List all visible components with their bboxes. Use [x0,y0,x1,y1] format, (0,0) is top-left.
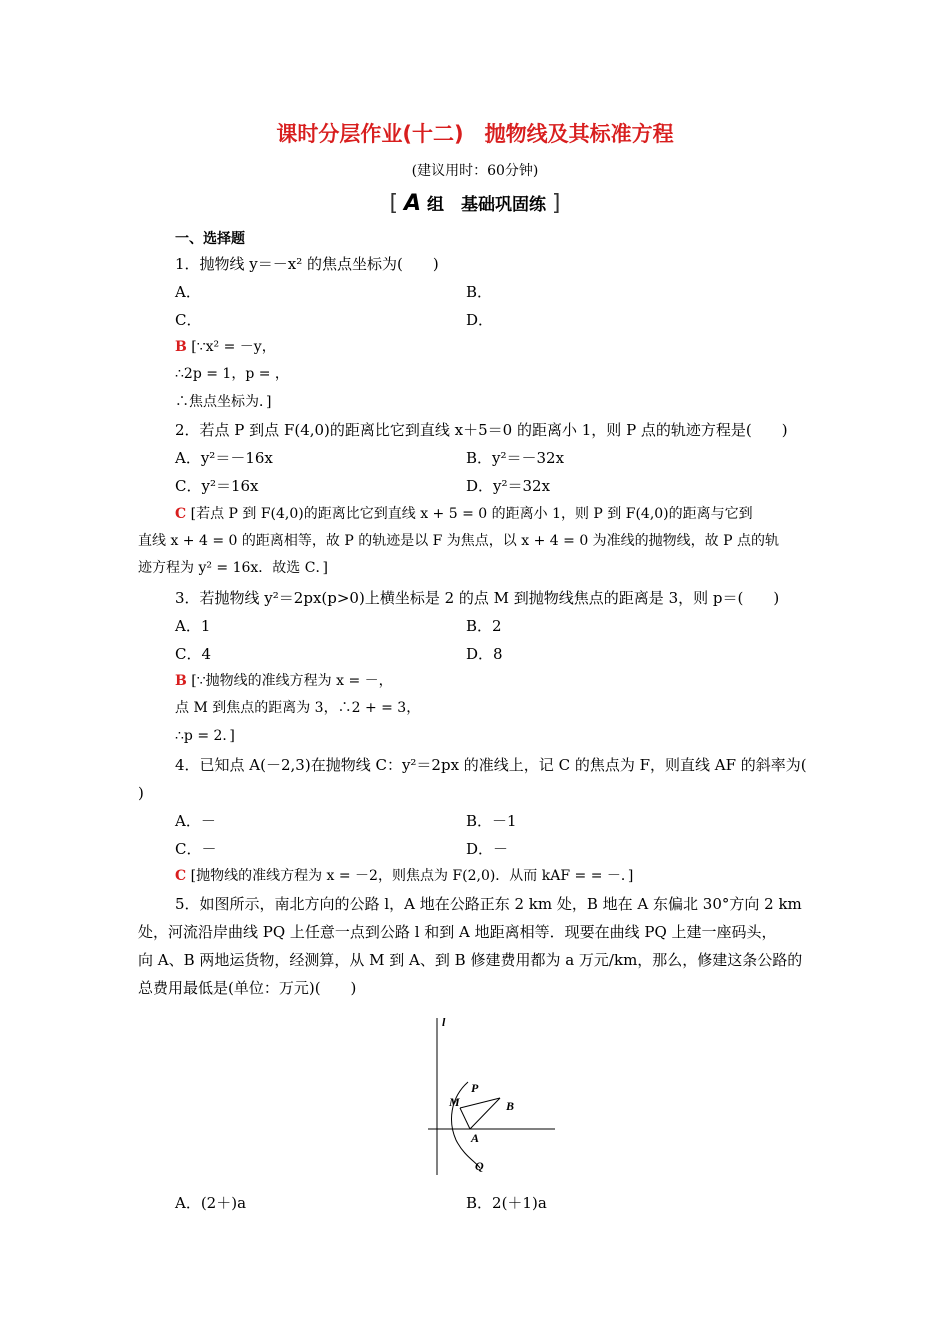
label-q: Q [475,1159,484,1173]
q5-stem-line-3: 向 A、B 两地运货物，经测算，从 M 到 A、到 B 修建费用都为 a 万元/km，那么，修建这条公路的 [138,951,803,969]
q2-option-b: B．y²＝－32x [466,449,565,467]
label-a: A [471,1131,480,1145]
segment-mb [460,1098,500,1108]
group-label: 组 基础巩固练 [426,195,546,215]
q5-stem-line-2: 处，河流沿岸曲线 PQ 上任意一点到公路 l 和到 A 地距离相等．现要在曲线 PQ 上建一座码头， [138,923,777,941]
q1-option-c: C． [175,311,202,329]
q4-stem: 4．已知点 A(－2,3)在抛物线 C：y²＝2px 的准线上，记 C 的焦点为 F，则直线 AF 的斜率为( [175,756,807,774]
group-letter: A [404,191,422,216]
group-heading [0,190,950,216]
q2-answer [175,504,753,524]
page-title: 课时分层作业(十二) 抛物线及其标准方程 [276,122,674,146]
q1-option-b: B． [466,283,493,301]
q5-stem-line-1: 5．如图所示，南北方向的公路 l，A 地在公路正东 2 km 处，B 地在 A 东偏北 30°方向 2 km [175,895,802,913]
segment-ab [470,1098,500,1129]
q3-answer [175,671,393,691]
q3-option-d: D．8 [466,645,503,663]
q4-answer-letter: C [175,868,187,884]
q4-option-c: C．－ [175,840,217,858]
label-l: l [442,1015,446,1029]
section-heading: 一、选择题 [175,231,245,247]
q4-answer [175,866,633,886]
label-p: P [471,1081,479,1095]
q1-option-d: D． [466,311,494,329]
q2-answer-letter: C [175,506,187,522]
q2-option-d: D．y²＝32x [466,477,551,495]
q2-answer-line-2: 直线 x + 4 = 0 的距离相等，故 P 的轨迹是以 F 为焦点，以 x + 4 = 0 为准线的抛物线，故 P 点的轨 [138,533,779,549]
q3-option-c: C．4 [175,645,212,663]
q4-option-d: D．－ [466,840,509,858]
q3-option-a: A．1 [175,617,211,635]
q4-stem-cont: ) [138,784,144,802]
group-bracket-right: ] [551,191,561,216]
q3-answer-letter: B [175,673,187,689]
q2-stem: 2．若点 P 到点 F(4,0)的距离比它到直线 x＋5＝0 的距离小 1，则 P 点的轨迹方程是( ) [175,421,788,439]
q2-answer-line-1: [若点 P 到 F(4,0)的距离比它到直线 x + 5 = 0 的距离小 1，则 P 到 F(4,0)的距离与它到 [190,506,753,522]
q1-option-a: A． [175,283,201,301]
q5-stem-line-4: 总费用最低是(单位：万元)( ) [138,979,357,997]
q1-answer [175,337,276,357]
q2-option-a: A．y²＝－16x [175,449,273,467]
q3-stem: 3．若抛物线 y²＝2px(p>0)上横坐标是 2 的点 M 到抛物线焦点的距离是 3，则 p＝( ) [175,589,780,607]
q3-answer-line-2: 点 M 到焦点的距离为 3，∴2 + = 3， [175,700,421,716]
label-b: B [506,1099,515,1113]
group-bracket-left: [ [389,191,399,216]
q5-option-a: A．(2＋)a [175,1194,247,1212]
q4-option-a: A．－ [175,812,216,830]
q1-answer-line-1: [∵x² = －y， [191,339,276,355]
q4-option-b: B．－1 [466,812,517,830]
segment-ma [460,1108,470,1129]
q1-answer-line-2: ∴2p = 1，p = ， [175,366,289,382]
q5-figure [420,1010,565,1185]
suggested-time: (建议用时：60分钟) [411,163,539,179]
q3-answer-line-1: [∵抛物线的准线方程为 x = －， [191,673,393,689]
q1-answer-letter: B [175,339,187,355]
q5-option-b: B．2(＋1)a [466,1194,547,1212]
q4-answer-line-1: [抛物线的准线方程为 x = －2，则焦点为 F(2,0)．从而 kAF = = －．] [190,868,634,884]
q2-answer-line-3: 迹方程为 y² = 16x．故选 C．] [138,560,328,576]
q3-answer-line-3: ∴p = 2．] [175,728,235,744]
q1-answer-line-3: ∴焦点坐标为．] [175,394,272,410]
q3-option-b: B．2 [466,617,502,635]
label-m: M [449,1095,460,1109]
q2-option-c: C．y²＝16x [175,477,259,495]
q1-stem: 1．抛物线 y＝－x² 的焦点坐标为( ) [175,255,439,273]
